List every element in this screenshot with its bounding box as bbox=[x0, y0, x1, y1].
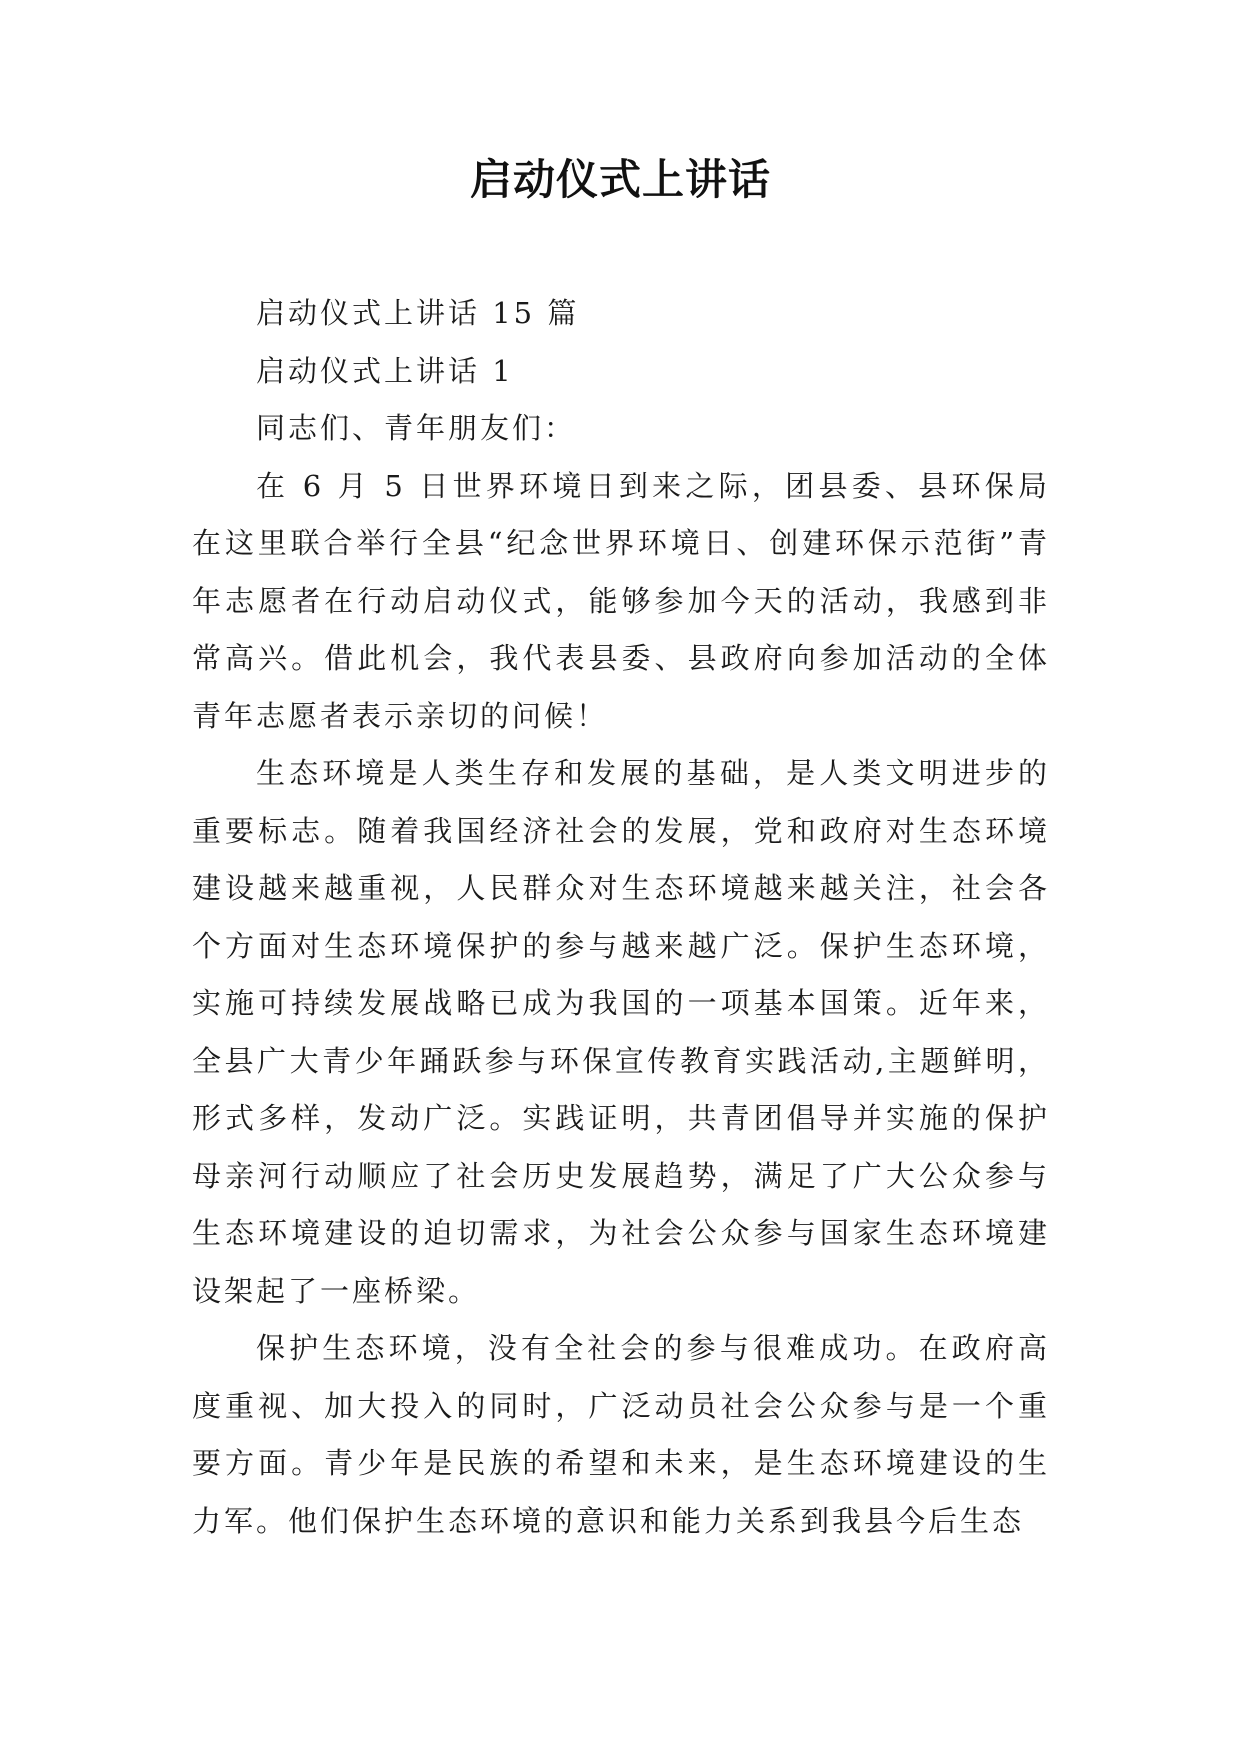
document-title: 启动仪式上讲话 bbox=[469, 155, 771, 204]
document-body bbox=[192, 285, 1050, 1550]
body-paragraph: 保护生态环境，没有全社会的参与很难成功。在政府高度重视、加大投入的同时，广泛动员社会公众参与是一个重要方面。青少年是民族的希望和未来，是生态环境建设的生力军。他们保护生态环境的意识和能力关系到我县今后生态 bbox=[192, 1331, 1050, 1538]
body-paragraph: 在 6 月 5 日世界环境日到来之际，团县委、县环保局在这里联合举行全县“纪念世界环境日、创建环保示范街”青年志愿者在行动启动仪式，能够参加今天的活动，我感到非常高兴。借此机会，我代表县委、县政府向参加活动的全体青年志愿者表示亲切的问候！ bbox=[192, 468, 1050, 733]
salutation-paragraph: 同志们、青年朋友们： bbox=[256, 411, 577, 445]
subtitle-paragraph: 启动仪式上讲话 15 篇 bbox=[256, 296, 580, 330]
body-paragraph: 生态环境是人类生存和发展的基础，是人类文明进步的重要标志。随着我国经济社会的发展，党和政府对生态环境建设越来越重视，人民群众对生态环境越来越关注，社会各个方面对生态环境保护的参与越来越广泛。保护生态环境，实施可持续发展战略已成为我国的一项基本国策。近年来，全县广大青少年踊跃参与环保宣传教育实践活动,主题鲜明，形式多样，发动广泛。实践证明，共青团倡导并实施的保护母亲河行动顺应了社会历史发展趋势，满足了广大公众参与生态环境建设的迫切需求，为社会公众参与国家生态环境建设架起了一座桥梁。 bbox=[192, 756, 1050, 1308]
section-heading-paragraph: 启动仪式上讲话 1 bbox=[256, 353, 514, 388]
